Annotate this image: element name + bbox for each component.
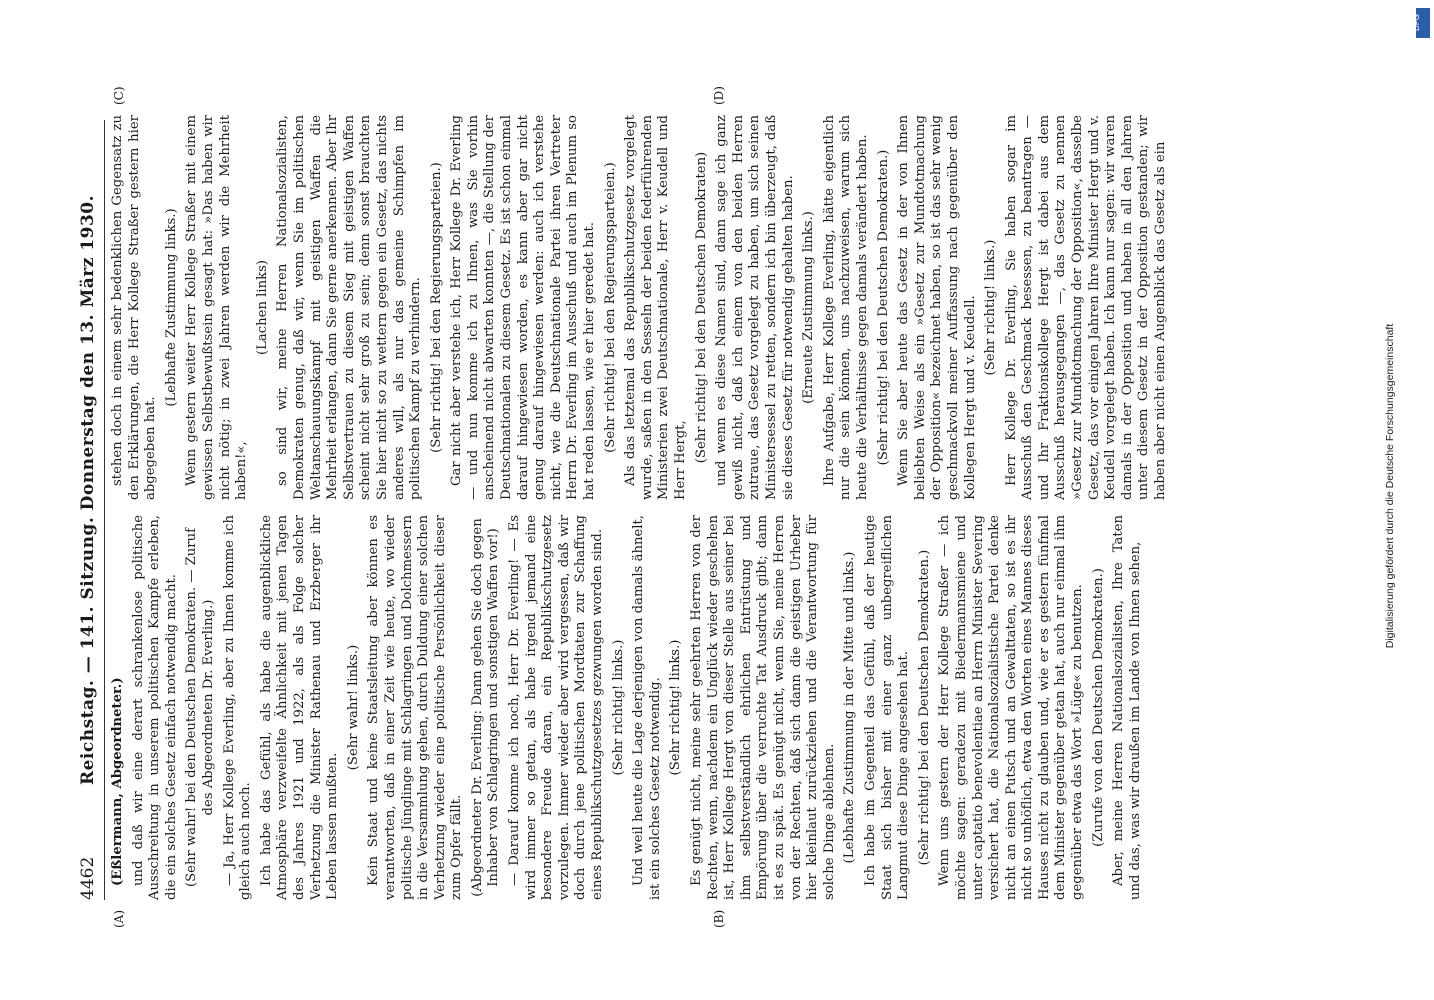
paragraph: Als das letztemal das Republikschutzgesetz vorgelegt wurde, saßen in den Sesseln der beiden federführenden Ministerien zwei Deutschnationale, Herr v. Keudell und Herr Hergt, — [623, 115, 688, 500]
marker-b: (B) — [712, 909, 726, 928]
paragraph: Ich habe das Gefühl, als habe die augenblickliche Atmosphäre verzweifelte Ähnlichkeit mit jenen Tagen des Jahres 1921 und 1922, als als Folge solcher Verhetzung die Minister Rathenau und Erzberger ihr Leben lassen mußten. — [258, 515, 341, 900]
interjection: (Abgeordneter Dr. Everling: Dann gehen Sie doch gegen Inhaber von Schlagringen und sonstigen Waffen vor!) — [469, 518, 502, 897]
dfg-logo — [1411, 8, 1430, 38]
interjection: (Erneute Zustimmung links.) — [801, 211, 817, 404]
interjection: (Sehr richtig! bei den Regierungsparteien.) — [428, 162, 444, 453]
paragraph: — Darauf komme ich noch, Herr Dr. Everling! — Es wird immer so getan, als habe irgend jemand eine besondere Freude daran, ein Republikschutzgesetz vorzulegen. Immer wieder aber wird vergessen, daß wir doch durch jene politischen Mordtaten zur Schaffung eines Republikschutzgesetzes gezwungen worden sind. — [507, 515, 606, 900]
interjection: (Sehr richtig! bei den Deutschen Demokraten.) — [875, 149, 891, 466]
paragraph: Gar nicht aber verstehe ich, Herr Kollege Dr. Everling — und nun komme ich zu Ihnen, was Sie vorhin anscheinend nicht abwarten konnten —, die Stellung der Deutschnationalen zu diesem Gesetz. Es ist schon einmal darauf hingewiesen worden, es kann aber gar nicht genug darauf hingewiesen werden: auch ich verstehe nicht, wie die Deutschnationale Partei ihren Vertreter Herrn Dr. Everling im Ausschuß und auch im Plenum so hat reden lassen, wie er hier geredet hat. — [449, 115, 598, 500]
paragraph: Kein Staat und keine Staatsleitung aber können es verantworten, daß in einer Zeit wie heute, wo wieder politische Jünglinge mit Schlagringen und Dolchmessern in die Versammlung gehen, durch Duldung einer solchen Verhetzung wieder eine politische Persönlichkeit dieser zum Opfer fällt. — [366, 515, 465, 900]
digitization-note-text: Digitalisierung gefördert durch die Deutsche Forschungsgemeinschaft — [1384, 323, 1396, 649]
interjection: (Sehr wahr! bei den Deutschen Demokraten. — Zuruf des Abgeordneten Dr. Everling.) — [184, 528, 216, 887]
interjection: (Lachen links) — [254, 260, 270, 355]
paragraph: — Ja, Herr Kollege Everling, aber zu Ihnen komme ich gleich auch noch. — [221, 515, 254, 900]
paragraph: Und weil heute die Lage derjenigen von damals ähnelt, ist ein solches Gesetz notwendig. — [631, 515, 663, 900]
paragraph: stehen doch in einem sehr bedenklichen Gegensatz zu den Erklärungen, die Herr Kollege Straßer gestern hier abgegeben hat. — [110, 115, 159, 500]
marker-d: (D) — [712, 86, 726, 105]
paragraph: Ihre Aufgabe, Herr Kollege Everling, hätte eigentlich nur die sein können, uns nachzuweisen, warum sich heute die Verhältnisse gegen damals verändert haben. — [821, 115, 870, 500]
running-title: Reichstag. — 141. Sitzung. Donnerstag den 13. März 1930. — [78, 194, 98, 786]
page-header — [76, 120, 104, 900]
interjection: (Sehr richtig! bei den Regierungsparteien.) — [602, 162, 618, 453]
interjection: (Lebhafte Zustimmung in der Mitte und links.) — [842, 551, 858, 864]
paragraph: Wenn gestern weiter Herr Kollege Straßer mit einem gewissen Selbstbewußtsein gesagt hat: »Das haben wir nicht nötig; in zwei Jahren werden wir die Mehrheit haben!«, — [184, 115, 250, 500]
interjection: (Sehr richtig! links.) — [668, 639, 684, 776]
paragraph: so sind wir, meine Herren Nationalsozialisten, Demokraten genug, daß wir, wenn Sie im politischen Weltanschauungskampf mit geistigen Waffen die Mehrheit erlangen, dann Sie gerne anerkennen. Aber Ihr Selbstvertrauen zu diesem Sieg mit geistigen Waffen scheint nicht sehr groß zu sein; denn sonst brauchten Sie hier nicht so zu wettern gegen ein Gesetz, das nichts anderes will, als nur das gemeine Schimpfen im politischen Kampf zu verhindern. — [275, 115, 424, 500]
right-column — [110, 115, 1174, 500]
marker-c: (C) — [112, 86, 126, 105]
paragraph: Herr Kollege Dr. Everling, Sie haben sogar im Ausschuß den Geschmack besessen, zu beantragen — und Ihr Fraktionskollege Hergt ist dabei aus dem Ausschuß herausgegangen —, das Gesetz zu nennen »Gesetz zur Mundtotmachung der Opposition«, dasselbe Gesetz, das vor einigen Jahren Ihre Minister Hergt und v. Keudell vorgelegt haben. Ich kann nur sagen: wir waren damals in der Opposition und haben in all den Jahren unter diesem Gesetz in der Opposition gestanden; wir haben aber nicht einen Augenblick das Gesetz als ein — [1003, 115, 1169, 500]
interjection: (Sehr richtig! bei den Deutschen Demokraten) — [693, 151, 709, 464]
paragraph: und daß wir eine derart schrankenlose politische Ausschreitung in unserem politischen Kampfe erleben, die ein solches Gesetz einfach notwendig macht. — [130, 515, 179, 900]
interjection: (Sehr wahr! links.) — [345, 644, 361, 771]
paragraph: und wenn es diese Namen sind, dann sage ich ganz gewiß nicht, daß ich einem von den beiden Herren zutraue, das Gesetz vorgelegt zu haben, um sich seinen Ministersessel zu retten, sondern ich bin überzeugt, daß sie dieses Gesetz für notwendig gehalten haben. — [714, 115, 796, 500]
paragraph: Ich habe im Gegenteil das Gefühl, daß der heutige Staat sich bisher mit einer ganz unbegreiflichen Langmut diese Dinge angesehen hat. — [862, 515, 912, 900]
interjection: (Zurufe von den Deutschen Demokraten.) — [1090, 568, 1106, 847]
marker-a: (A) — [112, 909, 126, 928]
interjection: (Sehr richtig! bei den Deutschen Demokraten.) — [916, 549, 932, 866]
page-number: 4462 — [78, 856, 98, 900]
paragraph: (Eßlermann, Abgeordneter.) — [110, 677, 125, 886]
paragraph: Aber, meine Herren Nationalsozialisten, Ihre Taten und das, was wir draußen im Lande von Ihnen sehen, — [1111, 515, 1143, 900]
interjection: (Sehr richtig! links.) — [983, 239, 999, 376]
paragraph: Wenn Sie aber heute das Gesetz in der von Ihnen beliebten Weise als ein »Gesetz zur Mundtotmachung der Opposition« bezeichnet haben, so ist das sehr wenig geschmackvoll meiner Auffassung nach gegenüber den Kollegen Hergt und v. Keudell. — [896, 115, 978, 500]
left-column — [110, 515, 1148, 900]
dfg-logo-text: DFG — [1411, 14, 1421, 31]
header-rule — [104, 120, 105, 900]
paragraph: Wenn uns gestern der Herr Kollege Straßer — ich möchte sagen: geradezu mit Biedermannsmiene und unter captatio benevolentiae an Herrn Minister Severing versichert hat, die Nationalsozialistische Partei denke nicht an einen Putsch und an Gewalttaten, so ist es ihr nicht so unhöflich, etwa den Worten eines Mannes dieses Hauses nicht zu glauben und, wie er es gestern fünfmal dem Minister gegenüber getan hat, auch nur einmal ihm gegenüber etwa das Wort »Lüge« zu benutzen. — [937, 515, 1086, 900]
digitization-note — [1384, 10, 1404, 990]
interjection: (Sehr richtig! links.) — [610, 639, 626, 776]
interjection: (Lebhafte Zustimmung links.) — [163, 208, 179, 407]
paragraph: Es genügt nicht, meine sehr geehrten Herren von der Rechten, wenn, nachdem ein Unglück wieder geschehen ist, Herr Kollege Hergt von dieser Stelle aus seiner bei ihm selbstverständlich ehrlichen Entrüstung und Empörung über die verruchte Tat Ausdruck gibt; dann ist es zu spät. Es genügt nicht, wenn Sie, meine Herren von der Rechten, daß sich dann die geistigen Urheber hier kleinlaut zurückziehen und die Verantwortung für solche Dinge ablehnen. — [689, 515, 837, 900]
